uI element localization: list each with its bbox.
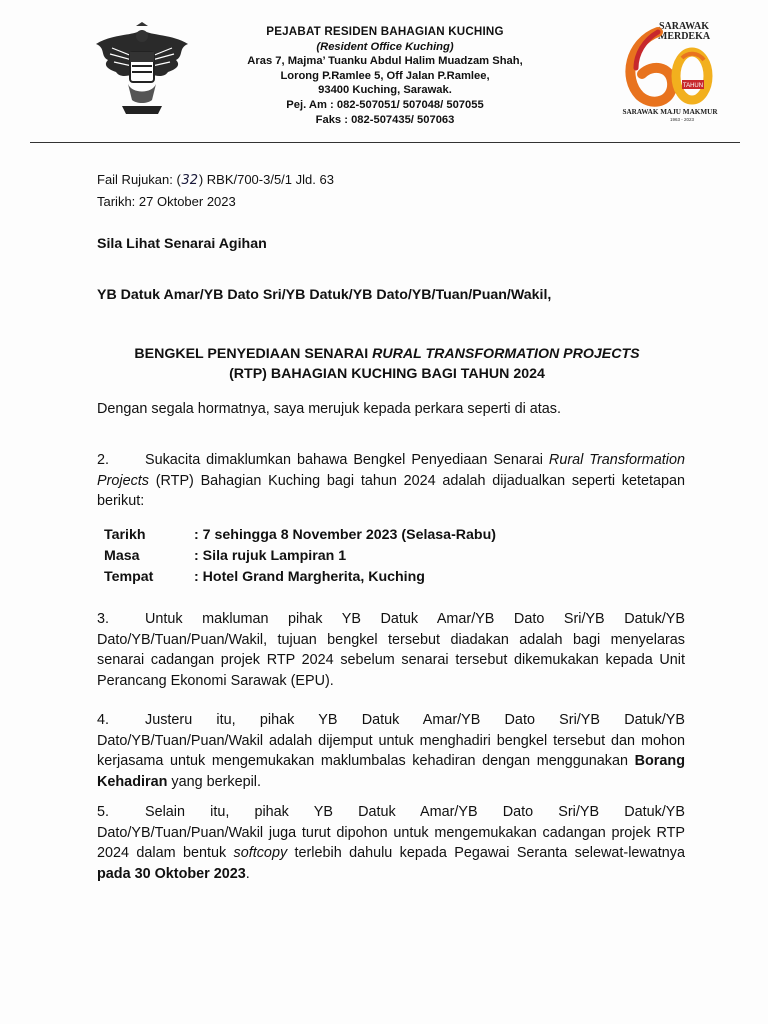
paragraph-2-italic: Rural Transformation Projects [97, 452, 685, 489]
file-reference-handwritten: 32 [181, 173, 199, 188]
paragraph-5 [97, 802, 685, 884]
letter-date: Tarikh: 27 Oktober 2023 [97, 194, 236, 209]
letter-title-line1 [97, 344, 677, 364]
org-subtitle: (Resident Office Kuching) [316, 40, 454, 53]
file-reference-suffix: ) RBK/700-3/5/1 Jld. 63 [198, 172, 334, 187]
file-reference-prefix: Fail Rujukan: ( [97, 172, 181, 187]
schedule-label: Tarikh [104, 527, 146, 543]
letterhead-address [205, 25, 565, 127]
paragraph-5-text-c: . [245, 865, 250, 882]
paragraph-5-italic: softcopy [233, 845, 288, 862]
schedule-table [104, 525, 496, 588]
paragraph-4 [97, 710, 685, 792]
schedule-value: : Hotel Grand Margherita, Kuching [194, 569, 425, 585]
schedule-row-date [104, 525, 496, 546]
paragraph-5-text-a: Selain itu, pihak YB Datuk Amar/YB Dato Sri/YB Datuk/YB Dato/YB/Tuan/Puan/Wakil juga turut dipohon untuk mengemukakan cadangan projek RTP 2024 dalam bentuk [97, 804, 685, 862]
sarawak-crest-icon [92, 22, 192, 118]
letter-title [97, 344, 677, 384]
logo-years: 1963 - 2023 [669, 117, 695, 122]
addressee: YB Datuk Amar/YB Dato Sri/YB Datuk/YB Dato/YB/Tuan/Puan/Wakil, [97, 287, 552, 303]
letterhead [0, 0, 768, 140]
schedule-row-venue [104, 567, 496, 588]
paragraph-4-text-a: Justeru itu, pihak YB Datuk Amar/YB Dato Sri/YB Datuk/YB Dato/YB/Tuan/Puan/Wakil adalah dijemput untuk menghadiri bengkel tersebut dan mohon kerjasama untuk mengemukakan maklumbalas kehadiran dengan menggunakan [97, 712, 685, 770]
sarawak-merdeka-60-logo-icon [612, 18, 727, 123]
paragraph-5-bold: pada 30 Oktober 2023 [97, 865, 246, 882]
paragraph-4-bold: Borang Kehadiran [97, 753, 685, 790]
phone-line: Pej. Am : 082-507051/ 507048/ 507055 [286, 98, 484, 111]
paragraph-5-number: 5. [97, 804, 110, 820]
schedule-value: : 7 sehingga 8 November 2023 (Selasa-Rabu) [194, 527, 496, 543]
logo-tahun: TAHUN [682, 83, 704, 89]
paragraph-3-number: 3. [97, 611, 110, 627]
header-divider [30, 142, 740, 143]
file-reference [97, 172, 334, 188]
title-italic: RURAL TRANSFORMATION PROJECTS [372, 346, 640, 362]
paragraph-2 [97, 450, 685, 512]
address-line-1: Aras 7, Majma’ Tuanku Abdul Halim Muadzam Shah, [247, 55, 523, 68]
paragraph-3 [97, 609, 685, 691]
logo-line2: MERDEKA [657, 31, 711, 42]
schedule-label: Tempat [104, 569, 154, 585]
schedule-row-time [104, 546, 496, 567]
fax-line: Faks : 082-507435/ 507063 [315, 113, 455, 126]
paragraph-3-text: Untuk makluman pihak YB Datuk Amar/YB Dato Sri/YB Datuk/YB Dato/YB/Tuan/Puan/Wakil, tujuan bengkel tersebut diadakan adalah bagi menyelaras senarai cadangan projek RTP 2024 sebelum senarai tersebut dikemukakan kepada Unit Perancang Ekonomi Sarawak (EPU). [97, 611, 685, 689]
letter-title-line2: (RTP) BAHAGIAN KUCHING BAGI TAHUN 2024 [229, 366, 545, 382]
paragraph-4-text-b: yang berkepil. [167, 773, 261, 790]
logo-line1: SARAWAK [658, 21, 710, 32]
logo-motto: SARAWAK MAJU MAKMUR [622, 108, 718, 116]
address-line-2: Lorong P.Ramlee 5, Off Jalan P.Ramlee, [280, 69, 490, 82]
salutation: Sila Lihat Senarai Agihan [97, 236, 267, 252]
paragraph-4-number: 4. [97, 712, 110, 728]
title-part1: BENGKEL PENYEDIAAN SENARAI [134, 346, 373, 362]
org-name: PEJABAT RESIDEN BAHAGIAN KUCHING [266, 25, 504, 38]
paragraph-5-text-b: terlebih dahulu kepada Pegawai Seranta selewat-lewatnya [287, 845, 685, 862]
schedule-value: : Sila rujuk Lampiran 1 [194, 548, 347, 564]
paragraph-2-text-b: (RTP) Bahagian Kuching bagi tahun 2024 adalah dijadualkan seperti ketetapan berikut: [97, 472, 685, 510]
paragraph-2-number: 2. [97, 452, 110, 468]
opening-paragraph: Dengan segala hormatnya, saya merujuk kepada perkara seperti di atas. [97, 401, 561, 417]
schedule-label: Masa [104, 548, 140, 564]
paragraph-2-text-a: Sukacita dimaklumkan bahawa Bengkel Penyediaan Senarai [145, 452, 549, 468]
address-line-3: 93400 Kuching, Sarawak. [318, 84, 452, 97]
